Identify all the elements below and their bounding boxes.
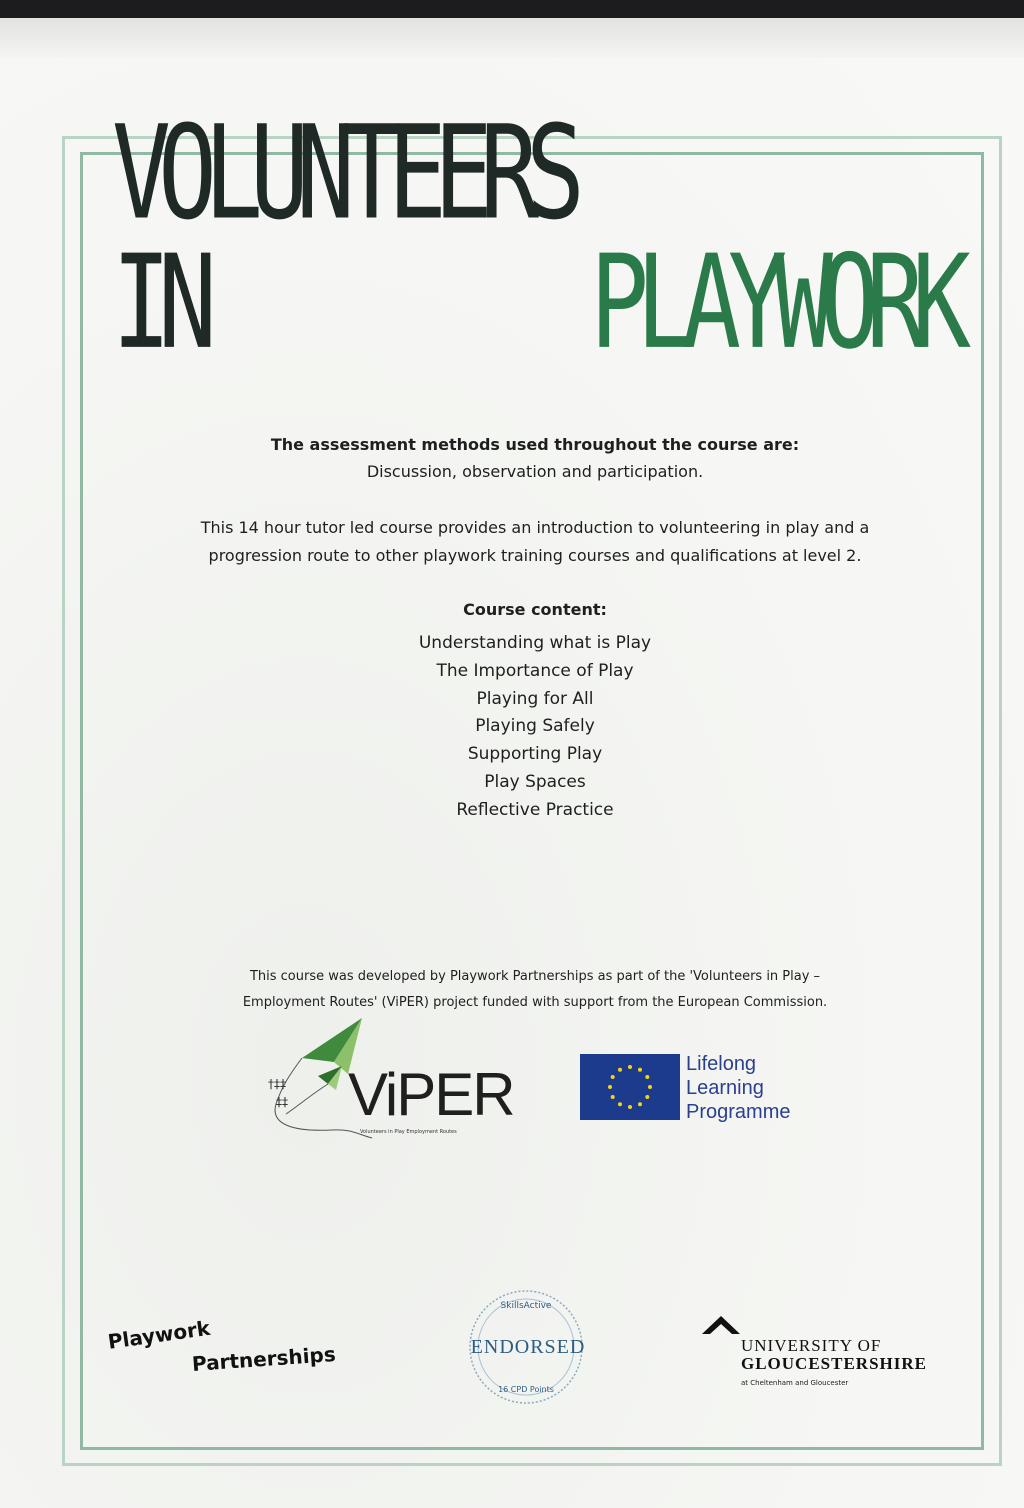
title-part-1: VOLUNTEERS IN [111, 98, 572, 379]
eu-flag-icon [580, 1054, 680, 1120]
intro-line-2: progression route to other playwork training courses and qualifications at level 2. [208, 546, 862, 565]
lifelong-learning-logo [686, 1052, 790, 1124]
viper-tagline: Volunteers in Play Employment Routes [360, 1129, 457, 1135]
list-item: Playing Safely [475, 716, 595, 737]
svg-text:‡‡: ‡‡ [276, 1095, 288, 1109]
top-bar [0, 0, 1024, 18]
title-part-2: PLAYWORK [590, 228, 959, 379]
viper-logo-text: ViPER [348, 1061, 514, 1128]
page-title [111, 98, 959, 379]
university-line-2: GLOUCESTERSHIRE [741, 1354, 927, 1373]
list-item: Play Spaces [484, 771, 586, 792]
list-item: The Importance of Play [436, 660, 634, 681]
course-content-list [140, 630, 930, 825]
list-item: Playing for All [476, 688, 594, 709]
playwork-logo-line-1: Playwork [106, 1315, 212, 1354]
llp-line-1: Lifelong [686, 1053, 757, 1075]
seal-bottom-text: 16 CPD Points [498, 1385, 554, 1394]
assessment-methods: Discussion, observation and participation. [366, 462, 704, 481]
list-item: Supporting Play [467, 744, 603, 765]
llp-line-2: Learning [686, 1077, 764, 1099]
playwork-logo-line-2: Partnerships [191, 1341, 337, 1376]
seal-top-text: SkillsActive [500, 1301, 552, 1311]
university-line-1: UNIVERSITY OF [741, 1336, 882, 1355]
university-chevron-icon [702, 1314, 740, 1338]
course-content-heading: Course content: [463, 600, 607, 619]
credit-line-1: This course was developed by Playwork Partnerships as part of the 'Volunteers in Play – [249, 969, 821, 984]
list-item: Understanding what is Play [418, 633, 652, 653]
credit-line-2: Employment Routes' (ViPER) project funded with support from the European Commission. [242, 995, 828, 1010]
assessment-heading: The assessment methods used throughout the course are: [270, 435, 800, 454]
llp-line-3: Programme [686, 1101, 791, 1123]
top-shadow [0, 18, 1024, 58]
intro-line-1: This 14 hour tutor led course provides an introduction to volunteering in play and a [200, 518, 870, 537]
endorsed-word: ENDORSED [470, 1336, 586, 1358]
course-intro [140, 514, 930, 570]
university-line-3: at Cheltenham and Gloucester [741, 1379, 849, 1387]
svg-text:†‡‡: †‡‡ [268, 1077, 286, 1091]
project-credit [140, 964, 930, 1016]
list-item: Reflective Practice [456, 799, 614, 820]
